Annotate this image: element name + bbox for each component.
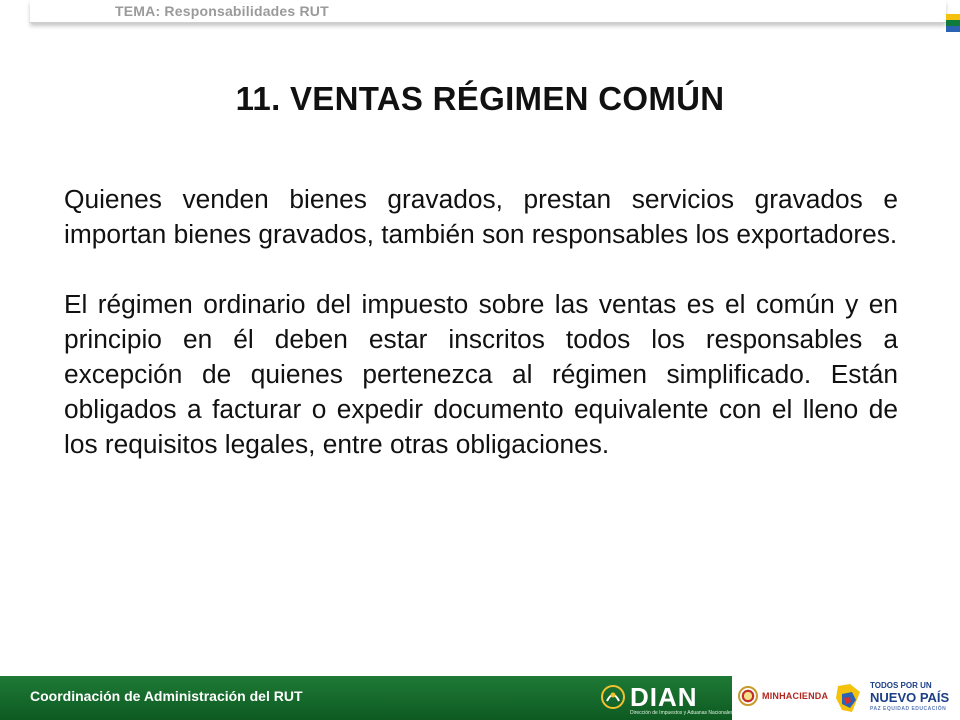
minhacienda-logo [738, 684, 829, 710]
slide-title: 11. VENTAS RÉGIMEN COMÚN [235, 80, 725, 118]
header-accent-stripe [946, 14, 960, 32]
nuevo-pais-line-2: NUEVO PAÍS [870, 690, 950, 705]
nuevo-pais-line-1: TODOS POR UN [870, 681, 932, 690]
footer [0, 676, 960, 720]
dian-emblem-icon [600, 684, 626, 710]
dian-subtitle: Dirección de Impuestos y Aduanas Nacionales [630, 710, 734, 716]
header-bar [30, 0, 946, 23]
dian-wordmark: DIAN [630, 682, 698, 712]
colombia-map-icon [830, 680, 866, 716]
topic-label: TEMA: Responsabilidades RUT [115, 3, 329, 19]
nuevo-pais-logo [830, 678, 950, 718]
nuevo-pais-line-3: PAZ EQUIDAD EDUCACIÓN [870, 706, 947, 712]
paragraph-1: Quienes venden bienes gravados, prestan servicios gravados e importan bienes gravados, también son responsables los exportadores. [64, 184, 898, 249]
slide-body [64, 182, 898, 462]
footer-green-band [0, 676, 732, 720]
coat-of-arms-icon [738, 686, 758, 706]
minhacienda-wordmark: MINHACIENDA [762, 691, 829, 701]
paragraph-2: El régimen ordinario del impuesto sobre las ventas es el común y en principio en él deben estar inscritos todos los responsables a excepción de quienes pertenezca al régimen simplificado. Están obligados a facturar o expedir documento equivalente con el lleno de los requisitos legales, entre otras obligaciones. [64, 289, 898, 459]
footer-credit: Coordinación de Administración del RUT [30, 688, 303, 704]
dian-logo [600, 680, 734, 716]
